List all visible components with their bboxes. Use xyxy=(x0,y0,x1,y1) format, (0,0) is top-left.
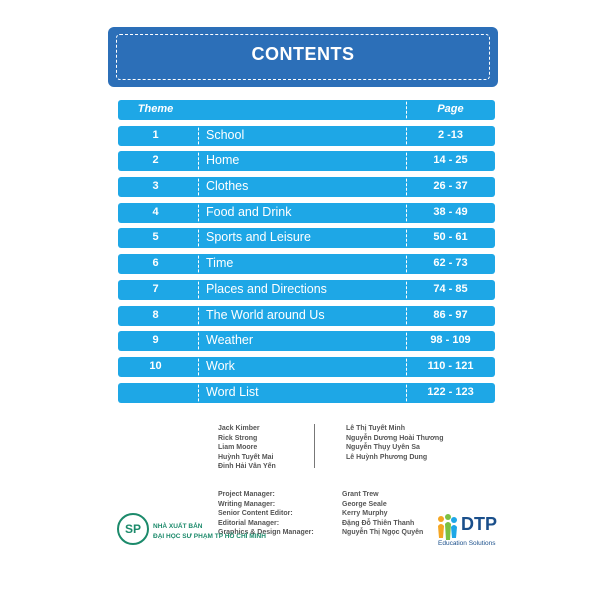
publisher-line-1: NHÀ XUẤT BẢN xyxy=(153,523,203,530)
authors-divider xyxy=(314,424,315,468)
toc-row-number: 4 xyxy=(152,205,159,218)
column-divider xyxy=(198,123,199,149)
toc-row-number: 5 xyxy=(152,231,159,244)
role-person: Nguyễn Thị Ngọc Quyên xyxy=(342,529,424,536)
toc-row xyxy=(118,228,495,248)
toc-row-number: 7 xyxy=(152,282,159,295)
author-name: Rick Strong xyxy=(218,434,258,442)
toc-row-theme: Home xyxy=(206,153,240,168)
role-label: Senior Content Editor: xyxy=(218,510,293,517)
toc-rows xyxy=(118,126,495,403)
column-divider xyxy=(198,380,199,406)
toc-row-pages: 62 - 73 xyxy=(433,257,468,270)
toc-row-theme: School xyxy=(206,127,245,142)
toc-row-theme: Time xyxy=(206,256,234,271)
publisher-mark: SP xyxy=(117,513,149,545)
author-name: Lê Huỳnh Phương Dung xyxy=(346,453,428,461)
toc-row-number: 3 xyxy=(152,180,159,193)
toc-row-pages: 2 -13 xyxy=(437,128,464,141)
dtp-tagline: Education Solutions xyxy=(438,540,496,547)
toc-row-theme: Places and Directions xyxy=(206,281,327,296)
author-name: Jack Kimber xyxy=(218,425,260,432)
toc-row-number: 9 xyxy=(152,334,159,347)
column-divider xyxy=(198,328,199,354)
role-person: George Seale xyxy=(342,500,387,508)
toc-row-number: 2 xyxy=(152,154,159,167)
table-of-contents xyxy=(118,100,495,408)
toc-row-pages: 122 - 123 xyxy=(427,385,474,398)
authors-right-list xyxy=(346,424,443,462)
authors-left-list xyxy=(218,424,276,472)
role-label: Writing Manager: xyxy=(218,500,276,508)
publisher-logo xyxy=(117,513,307,549)
toc-row xyxy=(118,280,495,300)
column-divider xyxy=(198,225,199,251)
toc-header-row xyxy=(118,100,495,120)
toc-row-pages: 38 - 49 xyxy=(433,205,468,218)
toc-row xyxy=(118,331,495,351)
dtp-logo xyxy=(436,514,516,554)
column-divider xyxy=(198,148,199,174)
toc-row-theme: Food and Drink xyxy=(206,204,292,219)
role-label: Project Manager: xyxy=(218,491,275,498)
column-divider xyxy=(198,200,199,226)
toc-row-theme: Weather xyxy=(206,333,254,348)
column-divider xyxy=(198,251,199,277)
role-person: Đặng Đỗ Thiên Thanh xyxy=(342,519,415,527)
toc-row-pages: 98 - 109 xyxy=(430,334,471,347)
toc-row-pages: 86 - 97 xyxy=(433,308,468,321)
column-divider xyxy=(198,354,199,380)
author-name: Liam Moore xyxy=(218,444,258,451)
toc-row xyxy=(118,203,495,223)
toc-row-number: 10 xyxy=(149,359,162,372)
toc-row-number: 8 xyxy=(152,308,159,321)
role-label: Editorial Manager: xyxy=(218,519,280,527)
author-name: Nguyễn Dương Hoài Thương xyxy=(346,434,444,442)
theme-column-header: Theme xyxy=(137,103,174,115)
toc-row-theme: Work xyxy=(206,358,235,373)
author-name: Nguyễn Thụy Uyên Sa xyxy=(346,444,420,451)
role-person: Grant Trew xyxy=(342,491,379,498)
toc-row xyxy=(118,177,495,197)
toc-row-number: 6 xyxy=(152,257,159,270)
author-name: Huỳnh Tuyết Mai xyxy=(218,453,274,461)
toc-row-pages: 74 - 85 xyxy=(433,282,468,295)
column-divider xyxy=(198,174,199,200)
toc-row xyxy=(118,306,495,326)
contents-banner xyxy=(108,27,498,87)
page-title: CONTENTS xyxy=(251,44,355,64)
toc-row xyxy=(118,151,495,171)
dtp-name: DTP xyxy=(461,514,497,534)
author-name: Lê Thị Tuyết Minh xyxy=(346,425,405,432)
author-name: Đinh Hải Vân Yến xyxy=(218,463,276,470)
toc-row xyxy=(118,383,495,403)
toc-row xyxy=(118,254,495,274)
toc-row-theme: Clothes xyxy=(206,179,249,194)
column-divider xyxy=(198,303,199,329)
toc-row-pages: 110 - 121 xyxy=(427,359,474,372)
role-label: Graphics & Design Manager: xyxy=(218,529,314,536)
column-divider xyxy=(198,277,199,303)
toc-row-theme: The World around Us xyxy=(206,307,325,322)
toc-row-pages: 14 - 25 xyxy=(433,154,468,167)
toc-row-theme: Word List xyxy=(206,384,259,399)
publisher-line-2: ĐẠI HỌC SƯ PHẠM TP HỒ CHÍ MINH xyxy=(153,533,266,540)
page-column-header: Page xyxy=(437,103,464,115)
role-person: Kerry Murphy xyxy=(342,510,388,517)
toc-row-number: 1 xyxy=(152,128,159,141)
toc-row-pages: 50 - 61 xyxy=(433,231,468,244)
toc-row xyxy=(118,126,495,146)
toc-row xyxy=(118,357,495,377)
toc-row-theme: Sports and Leisure xyxy=(206,230,311,245)
toc-row-pages: 26 - 37 xyxy=(433,180,468,193)
role-names-list xyxy=(342,490,423,538)
